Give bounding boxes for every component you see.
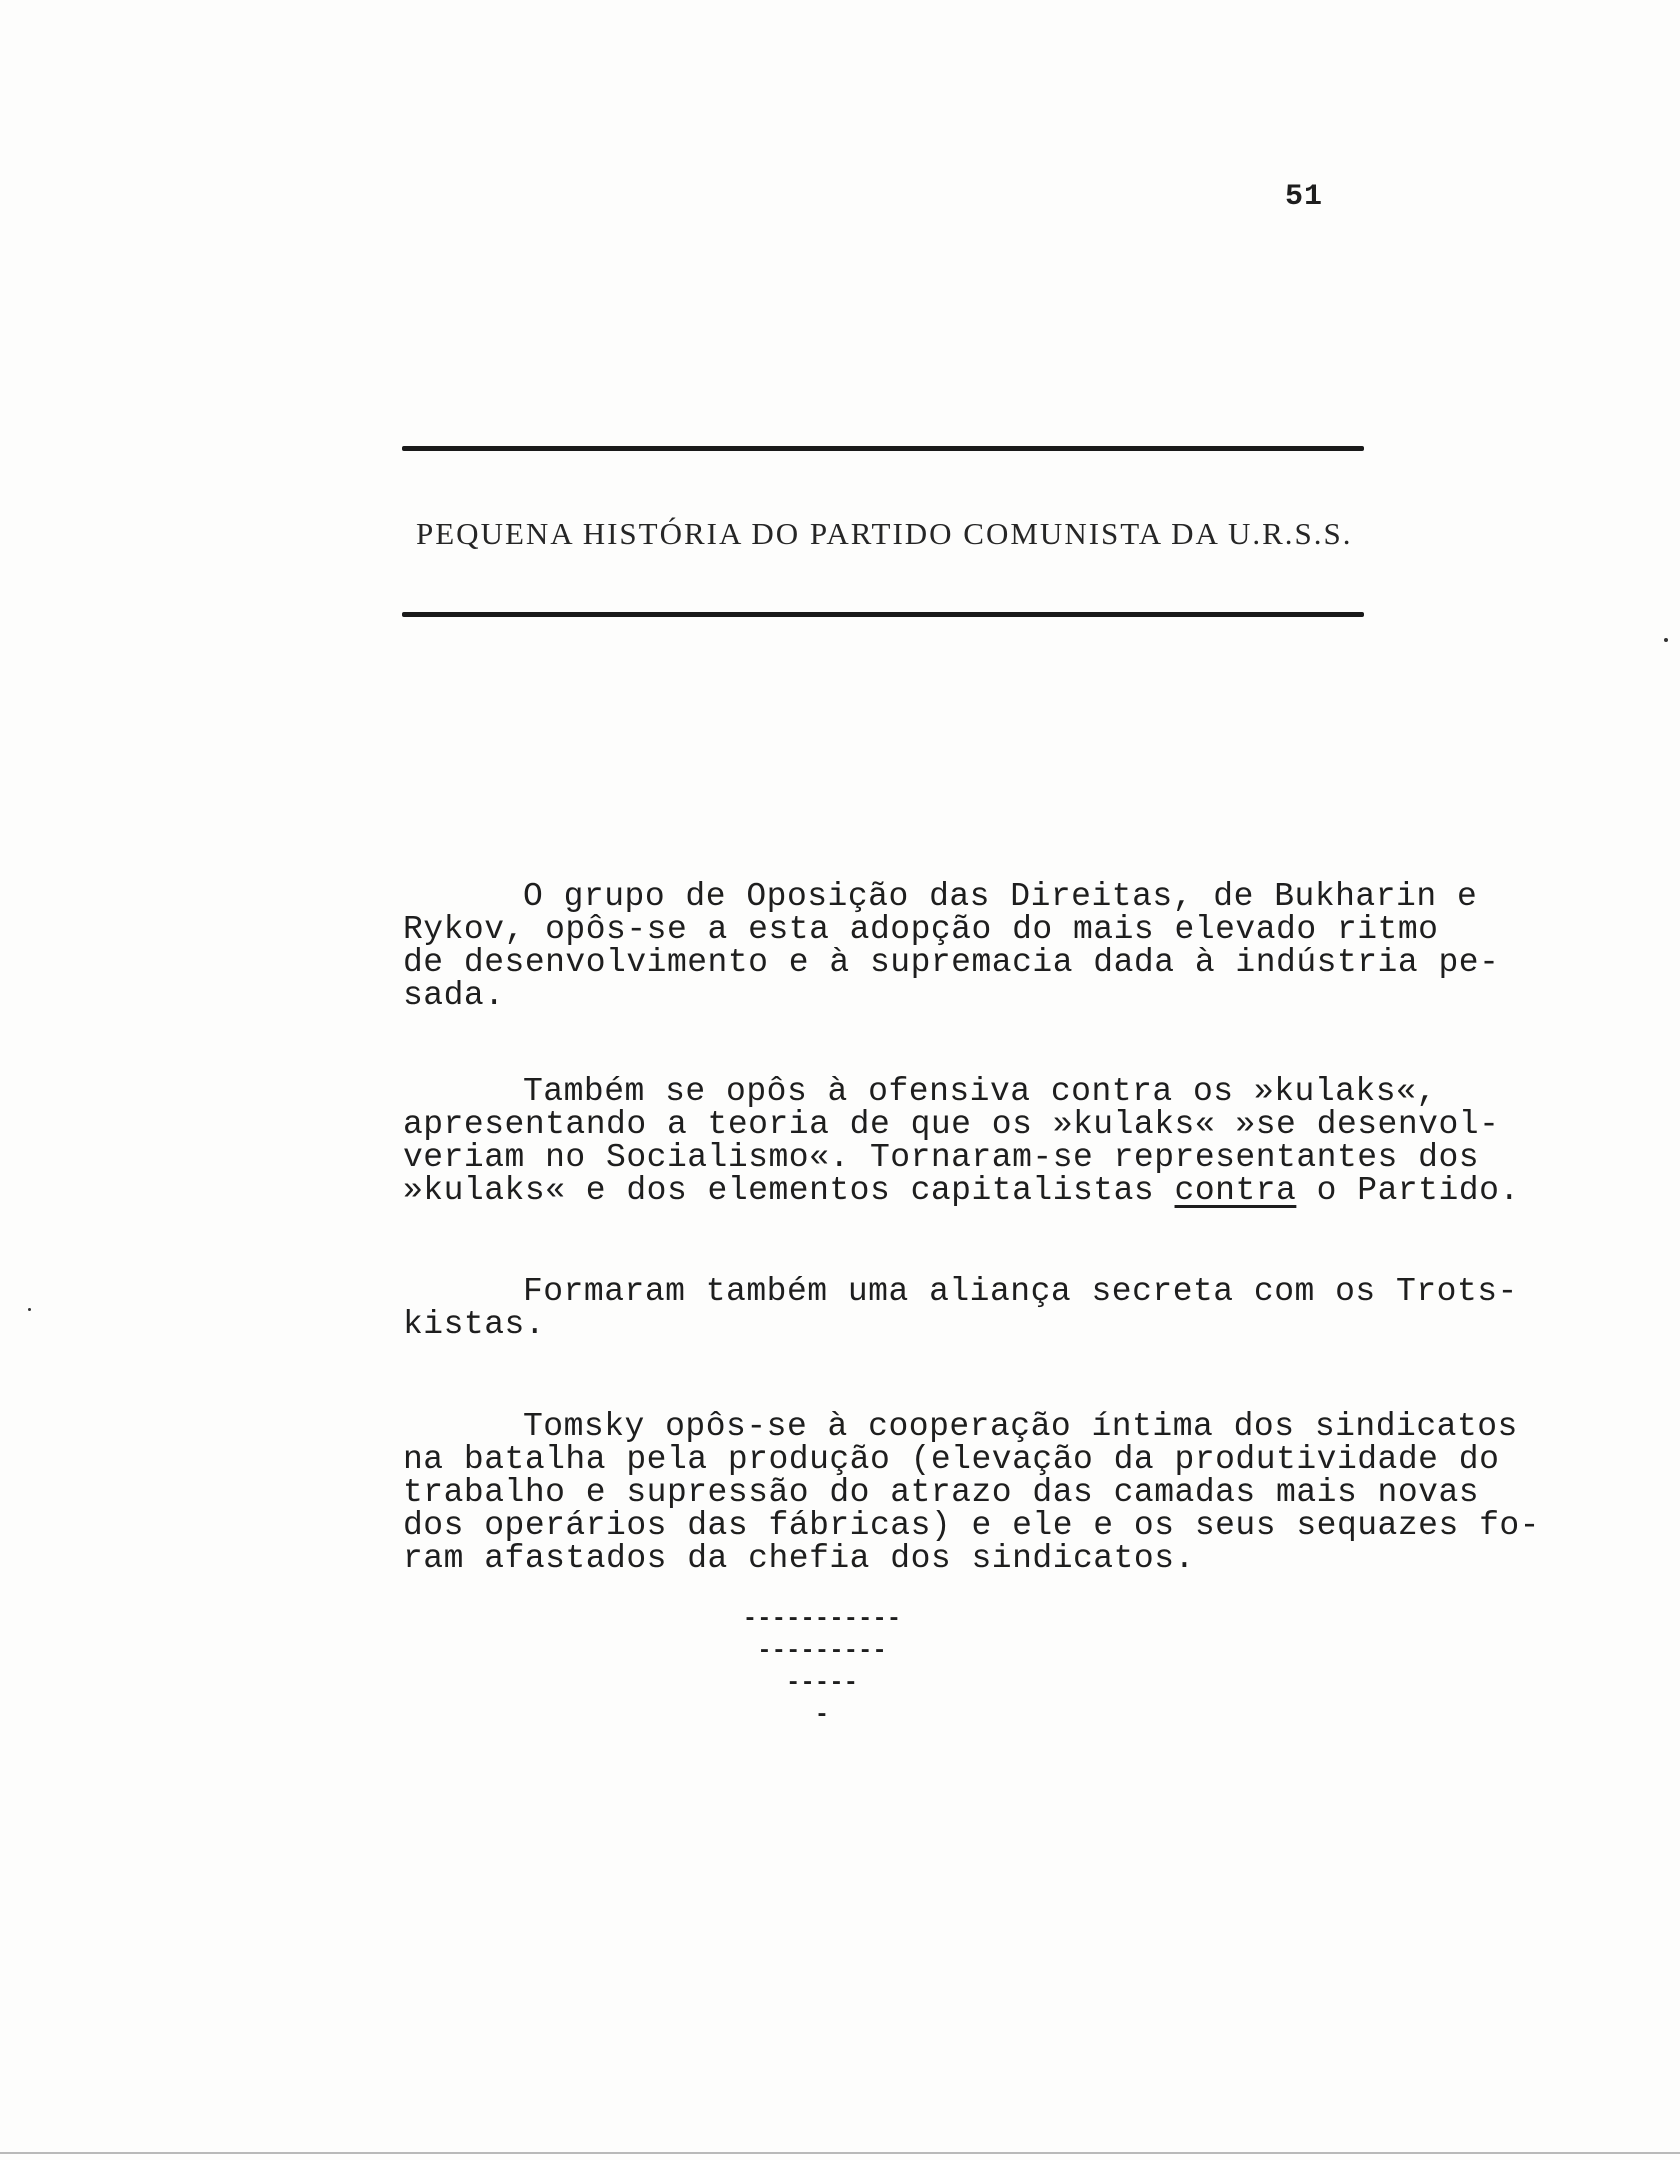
paper-speck xyxy=(28,1308,31,1311)
paragraph-1 xyxy=(403,880,1503,1012)
line-text: »kulaks« e dos elementos capitalistas xyxy=(403,1172,1175,1209)
paragraph-line: trabalho e supressão do atrazo das camadas mais novas xyxy=(403,1474,1480,1511)
end-mark-line: - xyxy=(814,1702,830,1729)
paragraph-line: dos operários das fábricas) e ele e os seus sequazes fo- xyxy=(403,1507,1540,1544)
end-mark-line: ----------- xyxy=(742,1606,902,1633)
paragraph-line: apresentando a teoria de que os »kulaks« »se desenvol- xyxy=(403,1106,1500,1143)
paragraph-line: sada. xyxy=(403,977,505,1014)
line-text: o Partido. xyxy=(1296,1172,1520,1209)
paragraph-line: ram afastados da chefia dos sindicatos. xyxy=(403,1540,1195,1577)
paragraph-line: veriam no Socialismo«. Tornaram-se representantes dos xyxy=(403,1139,1480,1176)
paragraph-4 xyxy=(403,1408,1540,1577)
document-title: PEQUENA HISTÓRIA DO PARTIDO COMUNISTA DA U.R.S.S. xyxy=(416,516,1353,551)
paragraph-line: Rykov, opôs-se a esta adopção do mais elevado ritmo xyxy=(403,911,1439,948)
end-mark-line: --------- xyxy=(757,1638,887,1665)
underlined-word: contra xyxy=(1174,1172,1297,1209)
paragraph-line: de desenvolvimento e à supremacia dada à indústria pe- xyxy=(403,944,1500,981)
paragraph-2 xyxy=(403,1073,1520,1209)
page-number: 51 xyxy=(1285,180,1324,214)
paragraph-line-with-underline xyxy=(403,1172,1520,1209)
paragraph-3 xyxy=(403,1273,1518,1343)
paragraph-line: kistas. xyxy=(403,1306,546,1343)
paragraph-line: na batalha pela produção (elevação da produtividade do xyxy=(403,1441,1500,1478)
title-rule-bottom xyxy=(402,612,1364,617)
title-rule-top xyxy=(402,446,1364,451)
paragraph-line: Também se opôs à ofensiva contra os »kulaks«, xyxy=(523,1073,1437,1110)
paper-speck xyxy=(1664,638,1668,642)
paragraph-line: Formaram também uma aliança secreta com os Trots- xyxy=(523,1273,1518,1310)
paragraph-line: O grupo de Oposição das Direitas, de Bukharin e xyxy=(523,878,1478,915)
paragraph-line: Tomsky opôs-se à cooperação íntima dos sindicatos xyxy=(523,1408,1518,1445)
scan-bottom-edge xyxy=(0,2152,1680,2154)
end-mark-line: ----- xyxy=(785,1670,858,1697)
